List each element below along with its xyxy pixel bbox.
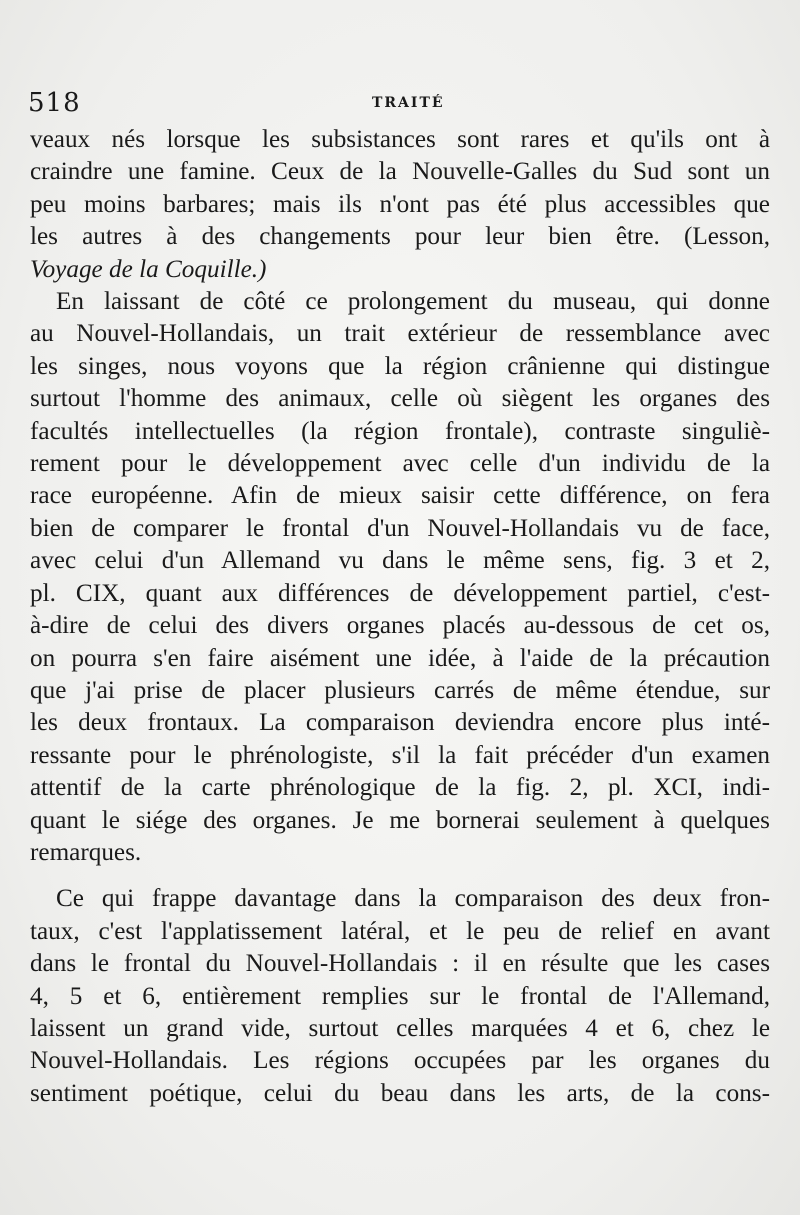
text-line: rement pour le développement avec celle d'un individu de la [30, 450, 770, 478]
body-text [30, 124, 770, 1110]
text-line: que j'ai prise de placer plusieurs carrés de même étendue, sur [30, 676, 770, 704]
text-line: ressante pour le phrénologiste, s'il la fait précéder d'un examen [30, 741, 770, 769]
text-line: Nouvel-Hollandais. Les régions occupées par les organes du [30, 1047, 770, 1075]
text-line: quant le siége des organes. Je me bornerai seulement à quelques [30, 806, 770, 834]
paragraph-3 [30, 883, 770, 1110]
text-line: avec celui d'un Allemand vu dans le même sens, fig. 3 et 2, [30, 547, 770, 575]
text-line: sentiment poétique, celui du beau dans les arts, de la cons- [30, 1079, 770, 1107]
text-line: facultés intellectuelles (la région frontale), contraste singuliè- [30, 417, 770, 445]
page-number: 518 [28, 88, 81, 118]
text-line: attentif de la carte phrénologique de la fig. 2, pl. XCI, indi- [30, 774, 770, 802]
text-line: Voyage de la Coquille.) [30, 255, 267, 283]
text-line: laissent un grand vide, surtout celles marquées 4 et 6, chez le [30, 1014, 770, 1042]
text-line: taux, c'est l'applatissement latéral, et le peu de relief en avant [30, 917, 770, 945]
text-line: à-dire de celui des divers organes placés au-dessous de cet os, [30, 612, 770, 640]
page-header [28, 88, 768, 118]
text-line: remarques. [30, 838, 142, 866]
text-line: Ce qui frappe davantage dans la comparaison des deux fron- [56, 885, 770, 913]
text-line: les singes, nous voyons que la région crânienne qui distingue [30, 352, 770, 380]
running-title: TRAITÉ [372, 95, 445, 111]
text-line: les autres à des changements pour leur bien être. (Lesson, [30, 223, 770, 251]
text-line: bien de comparer le frontal d'un Nouvel-Hollandais vu de face, [30, 514, 770, 542]
text-line: race européenne. Afin de mieux saisir cette différence, on fera [30, 482, 770, 510]
text-line: les deux frontaux. La comparaison deviendra encore plus inté- [30, 709, 770, 737]
text-line: veaux nés lorsque les subsistances sont rares et qu'ils ont à [30, 126, 770, 153]
text-line: dans le frontal du Nouvel-Hollandais : il en résulte que les cases [30, 950, 770, 978]
text-line: on pourra s'en faire aisément une idée, à l'aide de la précaution [30, 644, 770, 672]
paragraph-2 [30, 286, 770, 869]
text-line: peu moins barbares; mais ils n'ont pas été plus accessibles que [30, 190, 770, 218]
paragraph-spacer [30, 869, 770, 883]
text-line: En laissant de côté ce prolongement du museau, qui donne [56, 288, 770, 316]
text-line: surtout l'homme des animaux, celle où siègent les organes des [30, 385, 770, 413]
paragraph-1 [30, 124, 770, 286]
text-line: au Nouvel-Hollandais, un trait extérieur de ressemblance avec [30, 320, 770, 348]
text-line: pl. CIX, quant aux différences de développement partiel, c'est- [30, 579, 770, 607]
text-line: craindre une famine. Ceux de la Nouvelle-Galles du Sud sont un [30, 158, 770, 186]
text-line: 4, 5 et 6, entièrement remplies sur le frontal de l'Allemand, [30, 982, 770, 1010]
